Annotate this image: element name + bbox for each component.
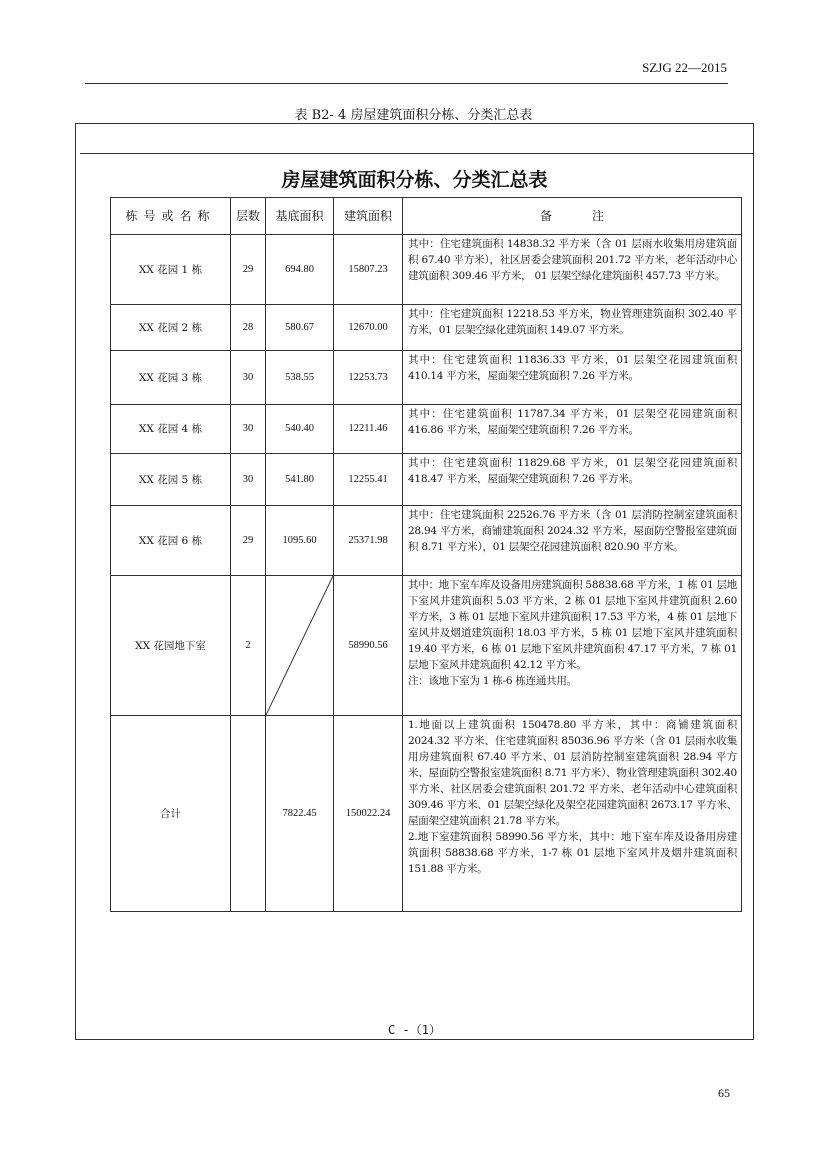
column-header-floors: 层数 — [231, 198, 266, 235]
sheet-frame — [75, 123, 754, 1040]
total-label: 合计 — [111, 716, 231, 912]
building-name: XX 花园 6 栋 — [111, 506, 231, 576]
base-area: 694.80 — [266, 235, 334, 305]
table-row-total — [111, 716, 742, 912]
column-header-remarks: 备注 — [403, 198, 742, 235]
table-row — [111, 506, 742, 576]
base-area: 541.80 — [266, 454, 334, 506]
floor-count — [231, 716, 266, 912]
building-name: XX 花园 2 栋 — [111, 305, 231, 351]
floor-count: 30 — [231, 454, 266, 506]
building-name: XX 花园地下室 — [111, 576, 231, 716]
header-rule — [85, 83, 728, 84]
building-name: XX 花园 3 栋 — [111, 351, 231, 405]
building-area: 15807.23 — [334, 235, 403, 305]
diagonal-strike-icon — [266, 576, 333, 715]
building-name: XX 花园 1 栋 — [111, 235, 231, 305]
base-area: 1095.60 — [266, 506, 334, 576]
building-name: XX 花园 5 栋 — [111, 454, 231, 506]
table-caption: 表 B2- 4 房屋建筑面积分栋、分类汇总表 — [294, 108, 533, 123]
remarks: 其中：住宅建筑面积 12218.53 平方米，物业管理建筑面积 302.40 平方米，01 层架空绿化建筑面积 149.07 平方米。 — [403, 305, 742, 351]
column-header-base-area: 基底面积 — [266, 198, 334, 235]
remarks: 其中：住宅建筑面积 11836.33 平方米，01 层架空花园建筑面积 410.14 平方米，屋面架空建筑面积 7.26 平方米。 — [403, 351, 742, 405]
page-number: 65 — [718, 1086, 730, 1100]
remarks: 其中：住宅建筑面积 14838.32 平方米（含 01 层雨水收集用房建筑面积 67.40 平方米），社区居委会建筑面积 201.72 平方米，老年活动中心建筑面积 309.46 平方米， 01 层架空绿化建筑面积 457.73 平方米。 — [403, 235, 742, 305]
building-name: XX 花园 4 栋 — [111, 405, 231, 454]
base-area: 540.40 — [266, 405, 334, 454]
building-area: 12211.46 — [334, 405, 403, 454]
total-building-area: 150022.24 — [334, 716, 403, 912]
base-area: 580.67 — [266, 305, 334, 351]
remarks-above-ground: 1.地面以上建筑面积 150478.80 平方米，其中：商铺建筑面积 2024.32 平方米、住宅建筑面积 85036.96 平方米（含 01 层雨水收集用房建筑面积 67.40 平方米、01 层消防控制室建筑面积 28.94 平方米、屋面防空警报室建筑面积 8.71 平方米）、物业管理建筑面积 302.40 平方米、社区居委会建筑面积 201.72 平方米、老年活动中心建筑面积 309.46 平方米、01 层架空绿化及架空花园建筑面积 2673.17 平方米、屋面架空建筑面积 21.78 平方米。 — [408, 719, 737, 827]
table-row — [111, 405, 742, 454]
sheet-title: 房屋建筑面积分栋、分类汇总表 — [281, 169, 548, 191]
column-header-building-area: 建筑面积 — [334, 198, 403, 235]
table-row — [111, 305, 742, 351]
table-header-row — [111, 198, 742, 235]
table-row — [111, 576, 742, 716]
base-area: 538.55 — [266, 351, 334, 405]
table-row — [111, 351, 742, 405]
sheet-footer: C -（1） — [388, 1023, 441, 1037]
remarks: 其中：住宅建筑面积 22526.76 平方米（含 01 层消防控制室建筑面积 28.94 平方米，商铺建筑面积 2024.32 平方米，屋面防空警报室建筑面积 8.71 平方米），01 层架空花园建筑面积 820.90 平方米。 — [403, 506, 742, 576]
building-area: 12253.73 — [334, 351, 403, 405]
building-area: 25371.98 — [334, 506, 403, 576]
remarks-text: 其中：地下室车库及设备用房建筑面积 58838.68 平方米，1 栋 01 层地下室风井建筑面积 5.03 平方米，2 栋 01 层地下室风井建筑面积 2.60 平方米，3 栋 01 层地下室风井建筑面积 17.53 平方米，4 栋 01 层地下室风井及烟道建筑面积 18.03 平方米，5 栋 01 层地下室风井建筑面积 19.40 平方米，6 栋 01 层地下室风井建筑面积 47.17 平方米，7 栋 01 层地下室风井建筑面积 42.12 平方米。 — [408, 579, 737, 671]
sheet-top-rule — [80, 153, 753, 154]
column-header-name: 栋号或名称 — [111, 198, 231, 235]
floor-count: 2 — [231, 576, 266, 716]
building-area: 12255.41 — [334, 454, 403, 506]
table-row — [111, 454, 742, 506]
remarks: 其中：住宅建筑面积 11829.68 平方米，01 层架空花园建筑面积 418.47 平方米，屋面架空建筑面积 7.26 平方米。 — [403, 454, 742, 506]
total-base-area: 7822.45 — [266, 716, 334, 912]
standard-code: SZJG 22—2015 — [642, 60, 727, 75]
building-area: 12670.00 — [334, 305, 403, 351]
remarks — [403, 576, 742, 716]
table-row — [111, 235, 742, 305]
floor-count: 30 — [231, 405, 266, 454]
floor-count: 29 — [231, 235, 266, 305]
floor-count: 29 — [231, 506, 266, 576]
building-area: 58990.56 — [334, 576, 403, 716]
area-summary-table — [110, 197, 742, 912]
floor-count: 30 — [231, 351, 266, 405]
floor-count: 28 — [231, 305, 266, 351]
base-area-not-applicable — [266, 576, 334, 716]
remarks-note: 注：该地下室为 1 栋-6 栋连通共用。 — [408, 675, 577, 687]
remarks: 其中：住宅建筑面积 11787.34 平方米，01 层架空花园建筑面积 416.86 平方米，屋面架空建筑面积 7.26 平方米。 — [403, 405, 742, 454]
remarks-basement: 2.地下室建筑面积 58990.56 平方米，其中：地下室车库及设备用房建筑面积 58838.68 平方米，1-7 栋 01 层地下室风井及烟井建筑面积 151.88 平方米。 — [408, 831, 737, 875]
remarks — [403, 716, 742, 912]
